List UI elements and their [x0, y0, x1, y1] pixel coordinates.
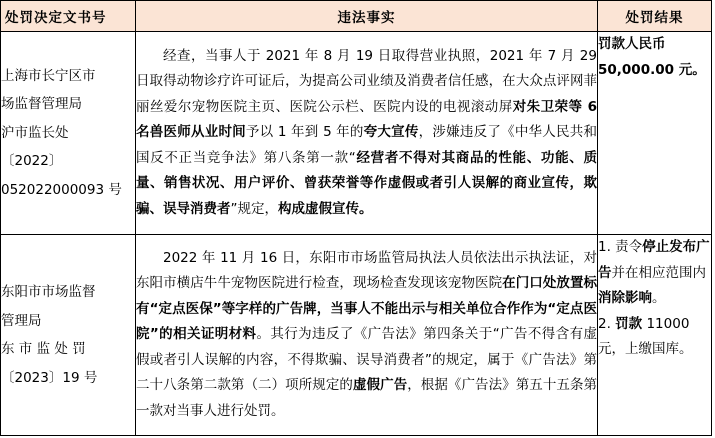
- facts-emphasis: 构成虚假宣传。: [278, 200, 373, 217]
- penalty-line: [598, 312, 711, 363]
- penalty-text: 并在相应范围内: [611, 264, 706, 281]
- penalty-text: 11000 元，上缴国库。: [598, 315, 693, 357]
- penalty-emphasis: 停止发布广告: [598, 239, 710, 281]
- illegal-facts-cell: [136, 32, 598, 235]
- case-number-line: 东阳市市场监督: [1, 284, 96, 300]
- penalty-text: 2.: [598, 315, 616, 332]
- header-illegal-facts: 违法事实: [136, 1, 598, 32]
- case-number-line: 东 市 监 处 罚: [1, 341, 86, 357]
- penalty-text: 。: [652, 290, 666, 306]
- case-number-cell: [1, 235, 136, 436]
- table-row: [1, 32, 712, 235]
- facts-emphasis: 虚假广告: [352, 377, 408, 394]
- header-penalty-result: 处罚结果: [598, 1, 712, 32]
- facts-paragraph: [136, 246, 597, 425]
- facts-emphasis: 夸大宣传: [363, 124, 419, 141]
- case-number-line: 场监督管理局: [1, 96, 82, 113]
- penalty-line: [598, 32, 711, 83]
- case-number-line: 沪市监长处: [1, 124, 69, 141]
- case-number-line: 管理局: [1, 312, 42, 329]
- penalty-emphasis: 罚款人民币 50,000.00 元。: [598, 36, 706, 78]
- facts-text: 。其行为违反了《广告法》第四条关于“广告不得含有虚假或者引人误解的内容，不得欺骗、误导消费者”的规定，属于《广告法》第二十八条第二款第（二）项所规定的: [136, 326, 597, 394]
- illegal-facts-cell: [136, 235, 598, 436]
- facts-text: 2022 年 11 月 16 日，东阳市市场监管局执法人员依法出示执法证，对东阳市横店牛牛宠物医院进行检查，现场检查发现该宠物医院: [136, 249, 597, 292]
- case-number-line: 上海市长宁区市: [1, 67, 96, 84]
- facts-text: ”规定，: [230, 200, 278, 217]
- case-number-cell: [1, 32, 136, 235]
- header-decision-number: 处罚决定文书号: [1, 1, 136, 32]
- facts-paragraph: [136, 44, 597, 223]
- penalty-text: 1. 责令: [598, 239, 643, 255]
- facts-emphasis: 对朱卫荣等 6 名兽医师从业时间: [136, 98, 598, 141]
- facts-text: 予以 1 年到 5 年的: [245, 124, 364, 141]
- penalty-emphasis: 消除影响: [598, 290, 652, 306]
- facts-emphasis: 经营者不得对其商品的性能、功能、质量、销售状况、用户评价、曾获荣誉等作虚假或者引人误解的商业宣传，欺骗、误导消费者: [136, 149, 597, 217]
- case-number-line: 〔2022〕: [1, 153, 63, 170]
- penalty-result-cell: [598, 32, 712, 235]
- table-header-row: [1, 1, 712, 32]
- table-row: [1, 235, 712, 436]
- penalty-emphasis: 罚款: [615, 315, 643, 332]
- penalty-result-cell: [598, 235, 712, 436]
- facts-emphasis: 在门口处放置标有“定点医保”等字样的广告牌，当事人不能出示与相关单位合作作为“定点医院”的相关证明材料: [136, 275, 598, 343]
- case-number-line: 〔2023〕19 号: [1, 369, 98, 386]
- facts-text: ，涉嫌违反了《中华人民共和国反不正当竞争法》第八条第一款“: [136, 124, 598, 166]
- facts-text: 经查，当事人于 2021 年 8 月 19 日取得营业执照，2021 年 7 月 29 日取得动物诊疗许可证后，为提高公司业绩及消费者信任感，在大众点评网菲丽丝爱尔宠物医院主页、医院公示栏、医院内设的电视滚动屏: [136, 47, 597, 115]
- facts-text: ，根据《广告法》第五十五条第一款对当事人进行处罚。: [136, 377, 598, 419]
- penalty-line: [598, 235, 711, 312]
- case-number-line: 052022000093 号: [1, 181, 122, 198]
